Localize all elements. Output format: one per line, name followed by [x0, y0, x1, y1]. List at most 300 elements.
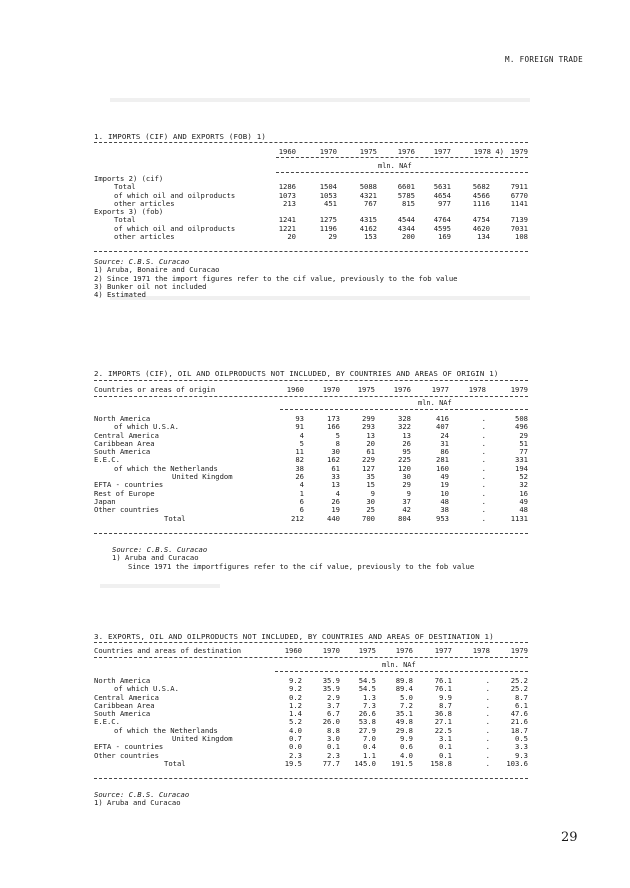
year-heading: 1977 — [434, 646, 452, 655]
cell-value: 5.2 — [289, 717, 302, 727]
cell-value: 26 — [331, 496, 340, 506]
row-label: Exports 3) (fob) — [94, 207, 164, 217]
cell-value: 3.3 — [515, 742, 528, 752]
cell-value: . — [481, 438, 486, 448]
row-label: Total — [164, 513, 186, 523]
year-heading: 1976 — [393, 385, 411, 394]
table-row — [94, 440, 528, 448]
cell-value: 61 — [331, 463, 340, 473]
cell-value: 18.7 — [510, 725, 528, 735]
cell-value: 6601 — [397, 182, 415, 192]
cell-value: 31 — [440, 438, 449, 448]
cell-value: 61 — [366, 447, 375, 457]
cell-value: 225 — [398, 455, 411, 465]
cell-value: 1.2 — [289, 700, 302, 710]
cell-value: 33 — [331, 472, 340, 482]
cell-value: 91 — [295, 422, 304, 432]
footnote: 4) Estimated — [94, 290, 146, 300]
row-label: Total — [114, 215, 136, 225]
cell-value: 953 — [436, 513, 449, 523]
cell-value: . — [481, 455, 486, 465]
year-heading: 1979 — [510, 385, 528, 394]
table3-notes — [94, 791, 189, 808]
cell-value: 35.9 — [322, 676, 340, 685]
table2-unit: mln. NAf — [418, 399, 452, 407]
cell-value: 4754 — [472, 215, 490, 225]
bleed-through-text — [100, 584, 220, 588]
cell-value: 38 — [440, 505, 449, 515]
cell-value: 35 — [366, 472, 375, 482]
row-label: other articles — [114, 198, 175, 208]
cell-value: 120 — [398, 463, 411, 473]
cell-value: 7139 — [510, 215, 528, 225]
cell-value: 29 — [402, 480, 411, 490]
section-header: M. FOREIGN TRADE — [505, 55, 583, 64]
cell-value: 6.7 — [327, 709, 340, 719]
cell-value: 6 — [299, 505, 304, 515]
cell-value: 0.7 — [289, 734, 302, 744]
cell-value: 4321 — [359, 190, 377, 200]
page-number: 29 — [561, 830, 578, 845]
year-heading: 1978 — [472, 646, 490, 655]
cell-value: 451 — [324, 198, 337, 208]
table-row — [94, 432, 528, 440]
footnote: 1) Aruba, Bonaire and Curacao — [94, 265, 220, 275]
row-label: E.E.C. — [94, 717, 120, 727]
stub-heading: Countries or areas of origin — [94, 385, 216, 394]
cell-value: 212 — [291, 513, 304, 523]
cell-value: 0.1 — [439, 742, 452, 752]
cell-value: 173 — [327, 414, 340, 423]
cell-value: 1131 — [510, 513, 528, 523]
cell-value: 30 — [366, 496, 375, 506]
table2-body — [94, 415, 528, 523]
cell-value: 76.1 — [434, 676, 452, 685]
cell-value: 29 — [328, 232, 337, 242]
row-label: Caribbean Area — [94, 700, 155, 710]
cell-value: 51 — [519, 438, 528, 448]
table3-unit: mln. NAf — [382, 661, 416, 669]
table3-unit-rule — [275, 671, 528, 672]
cell-value: . — [485, 758, 490, 768]
cell-value: 145.0 — [354, 758, 376, 768]
year-heading: 1970 — [322, 646, 340, 655]
cell-value: 54.5 — [358, 684, 376, 694]
cell-value: 19.5 — [284, 758, 302, 768]
year-heading: 1970 — [322, 385, 340, 394]
cell-value: 22.5 — [434, 725, 452, 735]
cell-value: . — [485, 692, 490, 702]
cell-value: . — [481, 430, 486, 440]
cell-value: 89.4 — [395, 684, 413, 694]
cell-value: 293 — [362, 422, 375, 432]
cell-value: 8 — [335, 438, 340, 448]
table-row — [94, 465, 528, 473]
year-heading: 1960 — [284, 646, 302, 655]
cell-value: 508 — [515, 414, 528, 423]
cell-value: 127 — [362, 463, 375, 473]
cell-value: . — [485, 734, 490, 744]
row-label: of which U.S.A. — [114, 684, 179, 694]
cell-value: 4315 — [359, 215, 377, 225]
cell-value: 16 — [519, 488, 528, 498]
cell-value: 27.1 — [434, 717, 452, 727]
table-row — [94, 702, 528, 710]
cell-value: 76.1 — [434, 684, 452, 694]
cell-value: 35.9 — [322, 684, 340, 694]
cell-value: 407 — [436, 422, 449, 432]
row-label: North America — [94, 414, 151, 423]
year-heading: 1960 — [286, 385, 304, 394]
table-row — [94, 423, 528, 431]
table2-unit-rule — [280, 409, 528, 410]
table2-top-rule — [94, 380, 528, 381]
cell-value: 29.8 — [395, 725, 413, 735]
table3-bottom-rule — [94, 778, 528, 779]
table2-title: 2. IMPORTS (CIF), OIL AND OILPRODUCTS NOT INCLUDED, BY COUNTRIES AND AREAS OF ORIGIN 1) — [94, 369, 499, 378]
cell-value: 30 — [331, 447, 340, 457]
cell-value: 7.3 — [363, 700, 376, 710]
cell-value: 213 — [283, 198, 296, 208]
cell-value: 4 — [299, 480, 304, 490]
cell-value: 26 — [402, 438, 411, 448]
row-label: of which the Netherlands — [114, 463, 218, 473]
cell-value: 1286 — [278, 182, 296, 192]
year-heading: 1976 — [397, 147, 415, 156]
footnote: Since 1971 the importfigures refer to the cif value, previously to the fob value — [128, 561, 475, 571]
year-heading: 1978 — [468, 385, 486, 394]
cell-value: 9 — [370, 488, 375, 498]
cell-value: 20 — [287, 232, 296, 242]
cell-value: . — [485, 750, 490, 760]
cell-value: 19 — [331, 505, 340, 515]
cell-value: . — [481, 480, 486, 490]
year-heading: 1960 — [278, 147, 296, 156]
table1-body — [94, 175, 528, 241]
cell-value: 37 — [402, 496, 411, 506]
source-note: Source: C.B.S. Curacao — [94, 257, 190, 266]
table-row — [94, 743, 528, 751]
table1-header-rule — [276, 157, 528, 158]
row-label: EFTA - countries — [94, 742, 164, 752]
cell-value: . — [481, 488, 486, 498]
table-row — [94, 498, 528, 506]
cell-value: . — [481, 513, 486, 523]
cell-value: 5 — [299, 438, 304, 448]
cell-value: 25 — [366, 505, 375, 515]
cell-value: 7031 — [510, 223, 528, 233]
row-label: of which oil and oilproducts — [114, 190, 236, 200]
cell-value: 82 — [295, 455, 304, 465]
cell-value: 26 — [295, 472, 304, 482]
row-label: Total — [114, 182, 136, 192]
row-label: United Kingdom — [172, 472, 233, 482]
cell-value: 804 — [398, 513, 411, 523]
cell-value: 322 — [398, 422, 411, 432]
cell-value: 15 — [366, 480, 375, 490]
table-row — [94, 490, 528, 498]
row-label: Other countries — [94, 750, 159, 760]
cell-value: 9 — [406, 488, 411, 498]
row-label: South America — [94, 709, 151, 719]
cell-value: 6770 — [510, 190, 528, 200]
cell-value: 5785 — [397, 190, 415, 200]
cell-value: 0.0 — [289, 742, 302, 752]
cell-value: 2.9 — [327, 692, 340, 702]
cell-value: 36.8 — [434, 709, 452, 719]
row-label: of which U.S.A. — [114, 422, 179, 432]
cell-value: 0.1 — [439, 750, 452, 760]
cell-value: 331 — [515, 455, 528, 465]
row-label: other articles — [114, 232, 175, 242]
cell-value: 440 — [327, 513, 340, 523]
cell-value: 0.4 — [363, 742, 376, 752]
row-label: United Kingdom — [172, 734, 233, 744]
cell-value: 158.8 — [430, 758, 452, 768]
table1-bottom-rule — [94, 251, 528, 252]
cell-value: 7.2 — [400, 700, 413, 710]
cell-value: 8.8 — [327, 725, 340, 735]
cell-value: . — [481, 505, 486, 515]
footnote: 2) Since 1971 the import figures refer to the cif value, previously to the fob value — [94, 273, 458, 283]
cell-value: . — [485, 700, 490, 710]
year-heading: 1976 — [395, 646, 413, 655]
cell-value: 1 — [299, 488, 304, 498]
footnote: 1) Aruba and Curacao — [112, 553, 199, 563]
year-heading: 1970 — [319, 147, 337, 156]
cell-value: 29 — [519, 430, 528, 440]
cell-value: 13 — [402, 430, 411, 440]
cell-value: 13 — [366, 430, 375, 440]
cell-value: 19 — [440, 480, 449, 490]
cell-value: 47.6 — [510, 709, 528, 719]
row-label: Other countries — [94, 505, 159, 515]
cell-value: 42 — [402, 505, 411, 515]
cell-value: 8.7 — [439, 700, 452, 710]
table1-top-rule — [94, 142, 528, 143]
stub-heading: Countries and areas of destination — [94, 646, 242, 655]
cell-value: 3.7 — [327, 700, 340, 710]
table-row — [94, 727, 528, 735]
cell-value: 191.5 — [391, 758, 413, 768]
cell-value: 49.8 — [395, 717, 413, 727]
cell-value: 328 — [398, 414, 411, 423]
table-row — [94, 760, 528, 768]
cell-value: 3.1 — [439, 734, 452, 744]
cell-value: 767 — [364, 198, 377, 208]
cell-value: 815 — [402, 198, 415, 208]
cell-value: 153 — [364, 232, 377, 242]
cell-value: . — [485, 742, 490, 752]
row-label: South America — [94, 447, 151, 457]
cell-value: 8.7 — [515, 692, 528, 702]
year-heading: 1979 — [510, 646, 528, 655]
cell-value: . — [485, 717, 490, 727]
cell-value: 194 — [515, 463, 528, 473]
cell-value: 1141 — [510, 198, 528, 208]
cell-value: 1.3 — [363, 692, 376, 702]
cell-value: 162 — [327, 455, 340, 465]
table-row — [94, 208, 528, 216]
row-label: E.E.C. — [94, 455, 120, 465]
table1-title: 1. IMPORTS (CIF) AND EXPORTS (FOB) 1) — [94, 132, 267, 141]
table-row — [94, 752, 528, 760]
cell-value: 5088 — [359, 182, 377, 192]
cell-value: 1221 — [278, 223, 296, 233]
row-label: Rest of Europe — [94, 488, 155, 498]
cell-value: 4.0 — [400, 750, 413, 760]
cell-value: 95 — [402, 447, 411, 457]
cell-value: 4654 — [433, 190, 451, 200]
year-heading: 1975 — [358, 646, 376, 655]
cell-value: 93 — [295, 414, 304, 423]
cell-value: 5682 — [472, 182, 490, 192]
cell-value: 200 — [402, 232, 415, 242]
cell-value: 1.1 — [363, 750, 376, 760]
cell-value: 4595 — [433, 223, 451, 233]
cell-value: 0.6 — [400, 742, 413, 752]
table-row — [94, 481, 528, 489]
cell-value: 10 — [440, 488, 449, 498]
table1-unit: mln. NAf — [378, 162, 412, 170]
cell-value: 9.3 — [515, 750, 528, 760]
cell-value: 1116 — [472, 198, 490, 208]
year-heading: 1977 — [433, 147, 451, 156]
cell-value: 32 — [519, 480, 528, 490]
cell-value: 134 — [477, 232, 490, 242]
cell-value: 2.3 — [327, 750, 340, 760]
cell-value: 5 — [335, 430, 340, 440]
cell-value: 9.2 — [289, 676, 302, 685]
cell-value: 281 — [436, 455, 449, 465]
cell-value: 4162 — [359, 223, 377, 233]
table2-bottom-rule — [94, 533, 528, 534]
cell-value: 20 — [366, 438, 375, 448]
cell-value: . — [481, 463, 486, 473]
cell-value: 3.0 — [327, 734, 340, 744]
cell-value: 52 — [519, 472, 528, 482]
cell-value: 4 — [299, 430, 304, 440]
cell-value: 4 — [335, 488, 340, 498]
cell-value: 7.0 — [363, 734, 376, 744]
table-row — [94, 694, 528, 702]
cell-value: 53.8 — [358, 717, 376, 727]
footnote: 3) Bunker oil not included — [94, 281, 207, 291]
cell-value: 160 — [436, 463, 449, 473]
cell-value: 4620 — [472, 223, 490, 233]
cell-value: 77 — [519, 447, 528, 457]
cell-value: 48 — [440, 496, 449, 506]
table1-notes — [94, 258, 458, 299]
cell-value: 4566 — [472, 190, 490, 200]
cell-value: 700 — [362, 513, 375, 523]
cell-value: . — [481, 447, 486, 457]
table-row — [94, 175, 528, 183]
year-heading: 1975 — [359, 147, 377, 156]
row-label: North America — [94, 676, 151, 685]
cell-value: 4.0 — [289, 725, 302, 735]
cell-value: 416 — [436, 414, 449, 423]
cell-value: 86 — [440, 447, 449, 457]
cell-value: 0.5 — [515, 734, 528, 744]
year-heading: 1977 — [431, 385, 449, 394]
cell-value: 21.6 — [510, 717, 528, 727]
row-label: Japan — [94, 496, 116, 506]
table3-title: 3. EXPORTS, OIL AND OILPRODUCTS NOT INCLUDED, BY COUNTRIES AND AREAS OF DESTINATION 1) — [94, 632, 494, 641]
cell-value: 54.5 — [358, 676, 376, 685]
year-heading: 1979 — [510, 147, 528, 156]
cell-value: . — [481, 472, 486, 482]
cell-value: 13 — [331, 480, 340, 490]
cell-value: . — [485, 709, 490, 719]
cell-value: 4544 — [397, 215, 415, 225]
cell-value: 89.8 — [395, 676, 413, 685]
cell-value: 169 — [438, 232, 451, 242]
footnote: 1) Aruba and Curacao — [94, 798, 181, 808]
cell-value: 1275 — [319, 215, 337, 225]
cell-value: 229 — [362, 455, 375, 465]
cell-value: 0.1 — [327, 742, 340, 752]
table-row — [94, 515, 528, 523]
row-label: Caribbean Area — [94, 438, 155, 448]
table-row — [94, 448, 528, 456]
cell-value: 9.9 — [400, 734, 413, 744]
cell-value: . — [485, 684, 490, 694]
cell-value: . — [481, 422, 486, 432]
cell-value: 103.6 — [506, 758, 528, 768]
cell-value: 5631 — [433, 182, 451, 192]
cell-value: 6 — [299, 496, 304, 506]
cell-value: 30 — [402, 472, 411, 482]
cell-value: 166 — [327, 422, 340, 432]
cell-value: . — [485, 676, 490, 685]
row-label: Imports 2) (cif) — [94, 174, 164, 183]
row-label: Total — [164, 758, 186, 768]
cell-value: 24 — [440, 430, 449, 440]
cell-value: 49 — [519, 496, 528, 506]
source-note: Source: C.B.S. Curacao — [112, 545, 208, 554]
cell-value: . — [485, 725, 490, 735]
cell-value: 1053 — [319, 190, 337, 200]
cell-value: 1.4 — [289, 709, 302, 719]
table2-notes — [112, 546, 474, 571]
table2-header-rule — [94, 396, 528, 397]
row-label: EFTA - countries — [94, 480, 164, 490]
table-row — [94, 233, 528, 241]
cell-value: 77.7 — [322, 758, 340, 768]
cell-value: 1073 — [278, 190, 296, 200]
cell-value: 108 — [515, 232, 528, 242]
table-row — [94, 506, 528, 514]
table1-unit-rule — [276, 172, 528, 173]
row-label: Central America — [94, 692, 159, 702]
cell-value: 26.0 — [322, 717, 340, 727]
cell-value: 25.2 — [510, 676, 528, 685]
cell-value: . — [481, 496, 486, 506]
row-label: of which the Netherlands — [114, 725, 218, 735]
source-note: Source: C.B.S. Curacao — [94, 790, 190, 799]
cell-value: 9.9 — [439, 692, 452, 702]
cell-value: 7911 — [510, 182, 528, 192]
cell-value: 11 — [295, 447, 304, 457]
cell-value: 4764 — [433, 215, 451, 225]
cell-value: 49 — [440, 472, 449, 482]
cell-value: 496 — [515, 422, 528, 432]
row-label: of which oil and oilproducts — [114, 223, 236, 233]
cell-value: 48 — [519, 505, 528, 515]
table3-body — [94, 677, 528, 768]
cell-value: 35.1 — [395, 709, 413, 719]
